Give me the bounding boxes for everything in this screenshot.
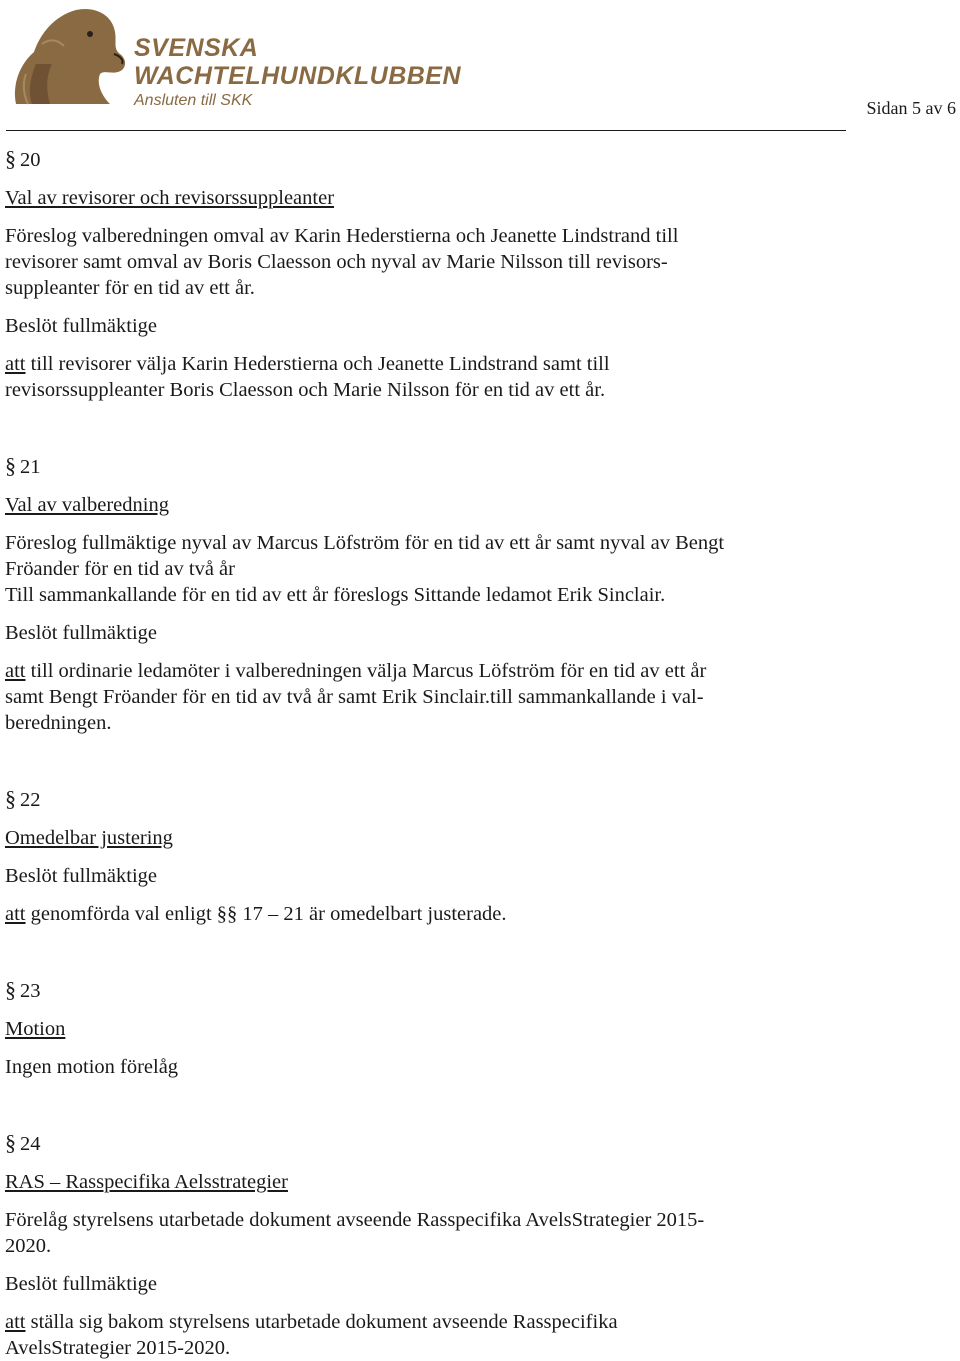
body-line: 2020. — [5, 1235, 52, 1257]
section-21 — [5, 453, 905, 736]
section-title: Val av revisorer och revisorssuppleanter — [5, 187, 335, 209]
resolution-text: till revisorer välja Karin Hederstierna och Jeanette Lindstrand samt till — [25, 353, 610, 375]
resolution-text: genomförda val enligt — [25, 903, 217, 925]
body-line: Ingen motion förelåg — [5, 1056, 179, 1078]
decision-label: Beslöt fullmäktige — [5, 315, 158, 337]
body-line: Föreslog valberedningen omval av Karin Hederstierna och Jeanette Lindstrand till — [5, 225, 679, 247]
resolution-text: ställa sig bakom styrelsens utarbetade dokument avseende Rasspecifika — [25, 1311, 618, 1333]
resolution-line: samt Bengt Fröander för en tid av två år samt Erik Sinclair.till sammankallande i val- — [5, 686, 704, 708]
resolution-line — [5, 1309, 905, 1335]
section-heading — [5, 146, 905, 173]
paragraph-symbol: § — [216, 903, 228, 925]
paragraph-symbol: § — [5, 453, 16, 478]
resolution-line: beredningen. — [5, 712, 112, 734]
att-label: att — [5, 1311, 26, 1333]
paragraph-symbol: § — [5, 977, 16, 1002]
logo-name-line2: WACHTELHUNDKLUBBEN — [134, 62, 462, 90]
section-number: 20 — [20, 149, 41, 171]
paragraph-symbol: § — [5, 1130, 16, 1155]
body-line: Till sammankallande för en tid av ett år föreslogs Sittande ledamot Erik Sinclair. — [5, 584, 666, 606]
section-20 — [5, 146, 905, 403]
decision-label: Beslöt fullmäktige — [5, 1273, 158, 1295]
paragraph-symbol: § — [5, 146, 16, 171]
resolution-text: 17 – 21 är omedelbart justerade. — [237, 903, 507, 925]
logo-subtitle: Ansluten till SKK — [134, 92, 253, 109]
logo-name-line1: SVENSKA — [134, 34, 259, 62]
section-number: 24 — [20, 1133, 41, 1155]
att-label: att — [5, 903, 26, 925]
resolution-line: revisorssuppleanter Boris Claesson och Marie Nilsson för en tid av ett år. — [5, 379, 606, 401]
section-heading — [5, 786, 905, 813]
decision-label: Beslöt fullmäktige — [5, 622, 158, 644]
att-label: att — [5, 660, 26, 682]
section-title: Omedelbar justering — [5, 827, 173, 849]
resolution-line: AvelsStrategier 2015-2020. — [5, 1337, 231, 1359]
section-title: Val av valberedning — [5, 494, 169, 516]
section-title: RAS – Rasspecifika Aelsstrategier — [5, 1171, 288, 1193]
section-number: 22 — [20, 789, 41, 811]
section-heading — [5, 453, 905, 480]
paragraph-symbol: § — [227, 903, 238, 925]
page-header — [0, 0, 960, 130]
header-divider — [6, 130, 846, 131]
decision-label: Beslöt fullmäktige — [5, 865, 158, 887]
resolution-line — [5, 351, 905, 377]
att-label: att — [5, 353, 26, 375]
section-number: 23 — [20, 980, 41, 1002]
section-23 — [5, 977, 905, 1080]
section-24 — [5, 1130, 905, 1361]
resolution-line — [5, 901, 905, 927]
section-22 — [5, 786, 905, 927]
body-line: revisorer samt omval av Boris Claesson och nyval av Marie Nilsson till revisors- — [5, 251, 668, 273]
body-line: suppleanter för en tid av ett år. — [5, 277, 255, 299]
club-logo — [6, 4, 476, 110]
resolution-line — [5, 658, 905, 684]
body-line: Förelåg styrelsens utarbetade dokument avseende Rasspecifika AvelsStrategier 2015- — [5, 1209, 705, 1231]
dog-head-icon — [6, 4, 136, 110]
paragraph-symbol: § — [5, 786, 16, 811]
section-heading — [5, 1130, 905, 1157]
section-title: Motion — [5, 1018, 66, 1040]
page-number: Sidan 5 av 6 — [866, 98, 956, 118]
body-line: Fröander för en tid av två år — [5, 558, 235, 580]
resolution-text: till ordinarie ledamöter i valberedningen välja Marcus Löfström för en tid av ett år — [25, 660, 707, 682]
body-line: Föreslog fullmäktige nyval av Marcus Löfström för en tid av ett år samt nyval av Bengt — [5, 532, 725, 554]
document-body — [5, 146, 905, 1361]
section-heading — [5, 977, 905, 1004]
section-number: 21 — [20, 456, 41, 478]
